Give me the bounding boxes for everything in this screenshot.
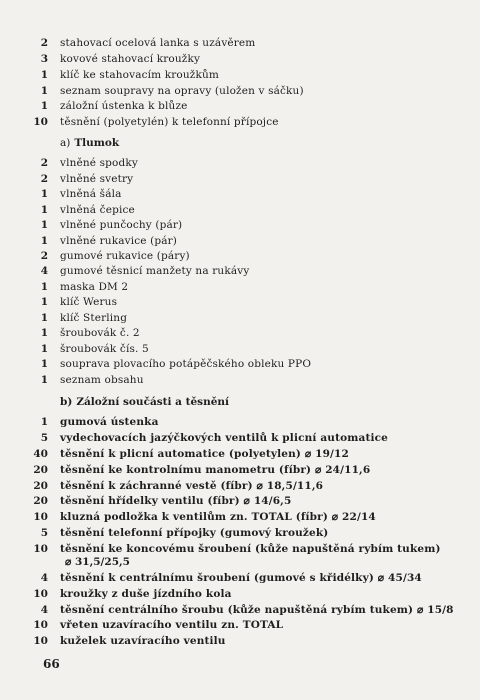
item-text: seznam soupravy na opravy (uložen v sáčku): [60, 85, 304, 97]
item-quantity: 20: [33, 495, 48, 507]
item-text: klíč Sterling: [60, 312, 128, 324]
section-heading-b: [60, 396, 229, 408]
item-quantity: 10: [33, 588, 48, 600]
section-title: Záložní součásti a těsnění: [76, 396, 230, 408]
item-quantity: 4: [40, 604, 48, 616]
item-text: vřeten uzavíracího ventilu zn. TOTAL: [60, 619, 284, 631]
item-quantity: 2: [40, 250, 48, 262]
item-text: gumové rukavice (páry): [60, 250, 190, 262]
item-text: kuželek uzavíracího ventilu: [60, 635, 226, 647]
item-text: kroužky z duše jízdního kola: [60, 588, 232, 600]
item-text: gumová ústenka: [60, 416, 159, 428]
item-quantity: 5: [40, 527, 48, 539]
item-quantity: 4: [40, 572, 48, 584]
item-text: gumové těsnicí manžety na rukávy: [60, 265, 250, 277]
section-title: Tlumok: [74, 137, 120, 149]
item-quantity: 1: [40, 219, 48, 231]
item-quantity: 10: [33, 619, 48, 631]
item-text: těsnění ke kontrolnímu manometru (fíbr) ⌀ 24/11,6: [60, 464, 371, 476]
item-text: vlněné rukavice (pár): [60, 235, 178, 247]
item-quantity: 10: [33, 511, 48, 523]
item-text: těsnění ke koncovému šroubení (kůže napuštěná rybím tukem): [60, 543, 441, 555]
item-text: vlněné svetry: [60, 173, 134, 185]
item-quantity: 1: [40, 188, 48, 200]
page-number: 66: [43, 657, 60, 671]
item-quantity: 40: [33, 448, 48, 460]
item-quantity: 20: [33, 464, 48, 476]
item-text: těsnění k plicní automatice (polyetylen) ⌀ 19/12: [60, 448, 349, 460]
item-text: záložní ústenka k blůze: [60, 100, 188, 112]
item-text: vlněná čepice: [60, 204, 135, 216]
item-text: těsnění k záchranné vestě (fíbr) ⌀ 18,5/11,6: [60, 480, 324, 492]
item-text: vlněné punčochy (pár): [60, 219, 183, 231]
item-text: souprava plovacího potápěčského obleku PPO: [60, 358, 312, 370]
item-text: šroubovák čís. 5: [60, 343, 149, 355]
item-text: kovové stahovací kroužky: [60, 53, 201, 65]
item-text: klíč ke stahovacím kroužkům: [60, 69, 220, 81]
item-quantity: 10: [33, 543, 48, 555]
item-quantity: 3: [40, 53, 48, 65]
item-quantity: 1: [40, 312, 48, 324]
item-quantity: 1: [40, 85, 48, 97]
item-text: šroubovák č. 2: [60, 327, 140, 339]
item-text: těsnění hřídelky ventilu (fíbr) ⌀ 14/6,5: [60, 495, 292, 507]
item-quantity: 4: [40, 265, 48, 277]
item-text: těsnění (polyetylén) k telefonní přípojce: [60, 116, 279, 128]
item-quantity: 1: [40, 343, 48, 355]
item-text: vlněná šála: [60, 188, 122, 200]
item-text: vydechovacích jazýčkových ventilů k plicní automatice: [60, 432, 388, 444]
item-quantity: 1: [40, 235, 48, 247]
item-quantity: 2: [40, 157, 48, 169]
item-quantity: 5: [40, 432, 48, 444]
section-label: a): [60, 137, 71, 149]
item-quantity: 2: [40, 37, 48, 49]
item-quantity: 1: [40, 327, 48, 339]
item-quantity: 1: [40, 374, 48, 386]
item-quantity: 2: [40, 173, 48, 185]
item-quantity: 1: [40, 100, 48, 112]
item-text: klíč Werus: [60, 296, 118, 308]
item-quantity: 1: [40, 296, 48, 308]
item-quantity: 1: [40, 69, 48, 81]
item-text: stahovací ocelová lanka s uzávěrem: [60, 37, 256, 49]
item-text: vlněné spodky: [60, 157, 138, 169]
item-quantity: 10: [33, 635, 48, 647]
item-quantity: 10: [33, 116, 48, 128]
item-text: těsnění centrálního šroubu (kůže napuštěná rybím tukem) ⌀ 15/8: [60, 604, 454, 616]
item-quantity: 1: [40, 416, 48, 428]
item-quantity: 1: [40, 358, 48, 370]
item-quantity: 1: [40, 281, 48, 293]
section-label: b): [60, 396, 73, 408]
item-text: maska DM 2: [60, 281, 129, 293]
item-text: seznam obsahu: [60, 374, 144, 386]
item-quantity: 20: [33, 480, 48, 492]
item-text: těsnění telefonní přípojky (gumový kroužek): [60, 527, 329, 539]
item-quantity: 1: [40, 204, 48, 216]
section-heading-a: [60, 137, 119, 149]
item-text: kluzná podložka k ventilům zn. TOTAL (fíbr) ⌀ 22/14: [60, 511, 376, 523]
item-text-continuation: ⌀ 31,5/25,5: [65, 556, 130, 568]
item-text: těsnění k centrálnímu šroubení (gumové s křidélky) ⌀ 45/34: [60, 572, 422, 584]
